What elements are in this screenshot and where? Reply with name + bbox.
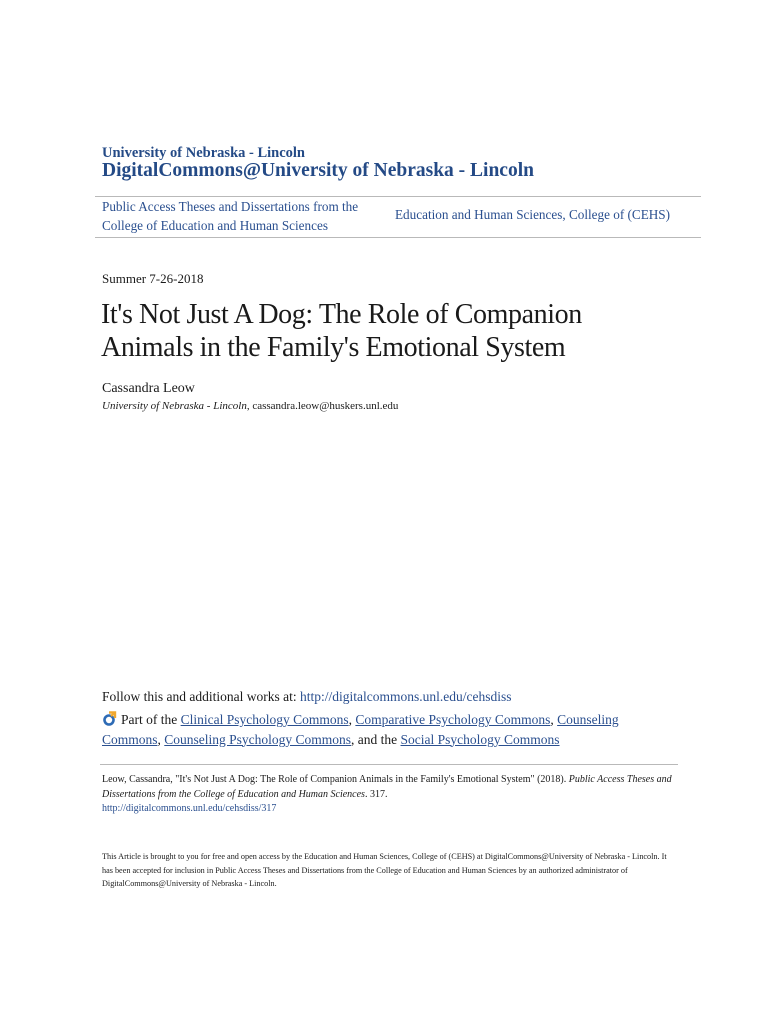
author-email: , cassandra.leow@huskers.unl.edu (246, 400, 399, 412)
citation-series: Public Access Theses and Dissertations from the College of Education and Human Sciences (102, 774, 672, 800)
repository-title-link[interactable]: DigitalCommons@University of Nebraska - Lincoln (102, 160, 534, 181)
citation-divider (100, 764, 678, 765)
publication-date: Summer 7-26-2018 (102, 271, 204, 286)
title-line-2: Animals in the Family's Emotional System (101, 332, 566, 363)
open-access-icon (102, 711, 119, 726)
recommended-citation (102, 773, 672, 817)
social-psychology-link[interactable]: Social Psychology Commons (400, 731, 560, 747)
citation-number: . 317. (364, 788, 388, 800)
separator: , (550, 712, 558, 727)
follow-line (102, 689, 512, 705)
collection-divider (95, 237, 701, 238)
citation-text: Leow, Cassandra, "It's Not Just A Dog: The Role of Companion Animals in the Family's Emotional System" (2018). (102, 774, 569, 785)
part-of-prefix: Part of the (121, 712, 181, 727)
clinical-psychology-link[interactable]: Clinical Psychology Commons (180, 712, 349, 727)
university-link[interactable]: University of Nebraska - Lincoln (102, 145, 305, 161)
follow-label: Follow this and additional works at: (102, 689, 300, 704)
citation-url-link[interactable]: http://digitalcommons.unl.edu/cehsdiss/317 (102, 803, 277, 814)
access-notice: This Article is brought to you for free and open access by the Education and Human Sciences, College of (CEHS) at DigitalCommons@University of Nebraska - Lincoln. It has been accepted for inclusion in Public Access Theses and Dissertations from the College of Education and Human Sciences by an authorized administrator of DigitalCommons@University of Nebraska - Lincoln. (102, 852, 667, 888)
college-link[interactable]: Education and Human Sciences, College of (CEHS) (395, 207, 671, 222)
separator: , (157, 731, 165, 747)
separator: , and the (351, 731, 401, 747)
document-title (101, 298, 701, 364)
affiliation-name: University of Nebraska - Lincoln (102, 400, 247, 412)
follow-url-link[interactable]: http://digitalcommons.unl.edu/cehsdiss (300, 689, 512, 704)
counseling-psychology-link[interactable]: Counseling Psychology Commons (164, 731, 352, 747)
author-affiliation (102, 400, 398, 412)
counseling-commons-link[interactable]: Counseling Commons (102, 712, 619, 747)
author-name: Cassandra Leow (102, 381, 195, 396)
collection-line-1[interactable]: Public Access Theses and Dissertations from the (102, 199, 359, 214)
part-of-commons (102, 710, 662, 749)
comparative-psychology-link[interactable]: Comparative Psychology Commons (355, 712, 551, 727)
top-divider (95, 196, 701, 197)
title-line-1: It's Not Just A Dog: The Role of Companion (101, 299, 582, 330)
collection-link[interactable] (102, 198, 392, 235)
separator: , (348, 712, 356, 727)
collection-line-2[interactable]: College of Education and Human Sciences (102, 217, 328, 233)
